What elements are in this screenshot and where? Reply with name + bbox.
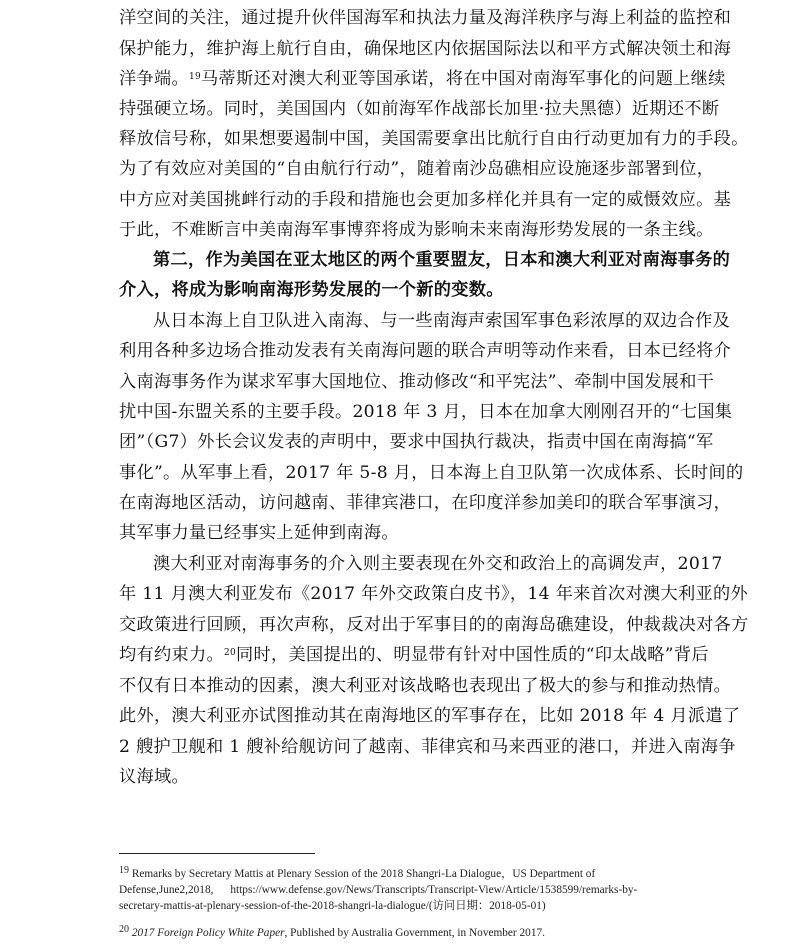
footnote-text: Remarks by Secretary Mattis at Plenary Session of the 2018 Shangri-La Dialogue，US Department of xyxy=(131,868,596,880)
body-line: 于此，不难断言中美南海军事博弈将成为影响未来南海形势发展的一条主线。 xyxy=(119,220,714,240)
footnote-title: 2017 Foreign Policy White Paper xyxy=(131,927,285,939)
body-line xyxy=(119,69,726,89)
body-line: 议海域。 xyxy=(119,767,189,787)
body-line: 此外，澳大利亚亦试图推动其在南海地区的军事存在，比如 2018 年 4 月派遣了 xyxy=(119,706,741,726)
body-line: 扰中国-东盟关系的主要手段。2018 年 3 月，日本在加拿大刚刚召开的“七国集 xyxy=(119,402,733,422)
footnote-19 xyxy=(119,866,681,882)
footnote-19-url-line[interactable]: secretary-mattis-at-plenary-session-of-the-2018-shangri-la-dialogue/(访问日期：2018-05-01) xyxy=(119,900,546,912)
footnote-number: 20 xyxy=(119,924,129,935)
footnote-20 xyxy=(119,925,681,941)
footnote-19-url-line[interactable]: Defense,June2,2018, https://www.defense.gov/News/Transcripts/Transcript-View/Article/1538599/remarks-by- xyxy=(119,884,638,896)
body-line: 2 艘护卫舰和 1 艘补给舰访问了越南、菲律宾和马来西亚的港口，并进入南海争 xyxy=(119,737,736,757)
footnote-text: , Published by Australia Government, in November 2017. xyxy=(284,927,545,939)
body-line: 中方应对美国挑衅行动的手段和措施也会更加多样化并具有一定的威慑效应。基 xyxy=(119,190,732,210)
body-line xyxy=(119,645,709,665)
body-text: 洋争端。 xyxy=(119,69,189,89)
body-line: 事化”。从军事上看，2017 年 5-8 月，日本海上自卫队第一次成体系、长时间的 xyxy=(119,463,744,483)
body-line: 年 11 月澳大利亚发布《2017 年外交政策白皮书》，14 年来首次对澳大利亚的外 xyxy=(119,584,748,604)
body-line: 保护能力，维护海上航行自由，确保地区内依据国际法以和平方式解决领土和海 xyxy=(119,39,732,59)
body-line: 为了有效应对美国的“自由航行行动”，随着南沙岛礁相应设施逐步部署到位， xyxy=(119,159,715,179)
body-line: 利用各种多边场合推动发表有关南海问题的联合声明等动作来看，日本已经将介 xyxy=(119,341,732,361)
body-line: 其军事力量已经事实上延伸到南海。 xyxy=(119,523,399,543)
body-line: 澳大利亚对南海事务的介入则主要表现在外交和政治上的高调发声，2017 xyxy=(153,554,723,574)
body-line: 洋空间的关注，通过提升伙伴国海军和执法力量及海洋秩序与海上利益的监控和 xyxy=(119,8,732,28)
footnote-separator xyxy=(119,853,315,854)
body-line: 交政策进行回顾，再次声称，反对出于军事目的的南海岛礁建设，仲裁裁决对各方 xyxy=(119,615,749,635)
body-text: 马蒂斯还对澳大利亚等国承诺，将在中国对南海军事化的问题上继续 xyxy=(201,69,726,89)
footnote-ref-20[interactable]: 20 xyxy=(223,648,236,658)
body-text: 同时，美国提出的、明显带有针对中国性质的“印太战略”背后 xyxy=(236,645,709,665)
body-line: 持强硬立场。同时，美国国内（如前海军作战部长加里·拉夫黑德）近期还不断 xyxy=(119,99,720,119)
body-line: 在南海地区活动，访问越南、菲律宾港口，在印度洋参加美印的联合军事演习， xyxy=(119,493,732,513)
body-text: 均有约束力。 xyxy=(119,645,224,665)
bold-heading-line: 第二，作为美国在亚太地区的两个重要盟友，日本和澳大利亚对南海事务的 xyxy=(153,250,731,270)
body-line: 不仅有日本推动的因素，澳大利亚对该战略也表现出了极大的参与和推动热情。 xyxy=(119,676,732,696)
bold-heading-line: 介入，将成为影响南海形势发展的一个新的变数。 xyxy=(119,280,504,300)
footnote-number: 19 xyxy=(119,865,129,876)
body-line: 团”（G7）外长会议发表的声明中，要求中国执行裁决，指责中国在南海搞“军 xyxy=(119,432,714,452)
body-line: 入南海事务作为谋求军事大国地位、推动修改“和平宪法”、牵制中国发展和干 xyxy=(119,372,715,392)
body-line: 释放信号称，如果想要遏制中国，美国需要拿出比航行自由行动更加有力的手段。 xyxy=(119,129,749,149)
footnote-ref-19[interactable]: 19 xyxy=(188,72,202,82)
body-line: 从日本海上自卫队进入南海、与一些南海声索国军事色彩浓厚的双边合作及 xyxy=(153,311,731,331)
